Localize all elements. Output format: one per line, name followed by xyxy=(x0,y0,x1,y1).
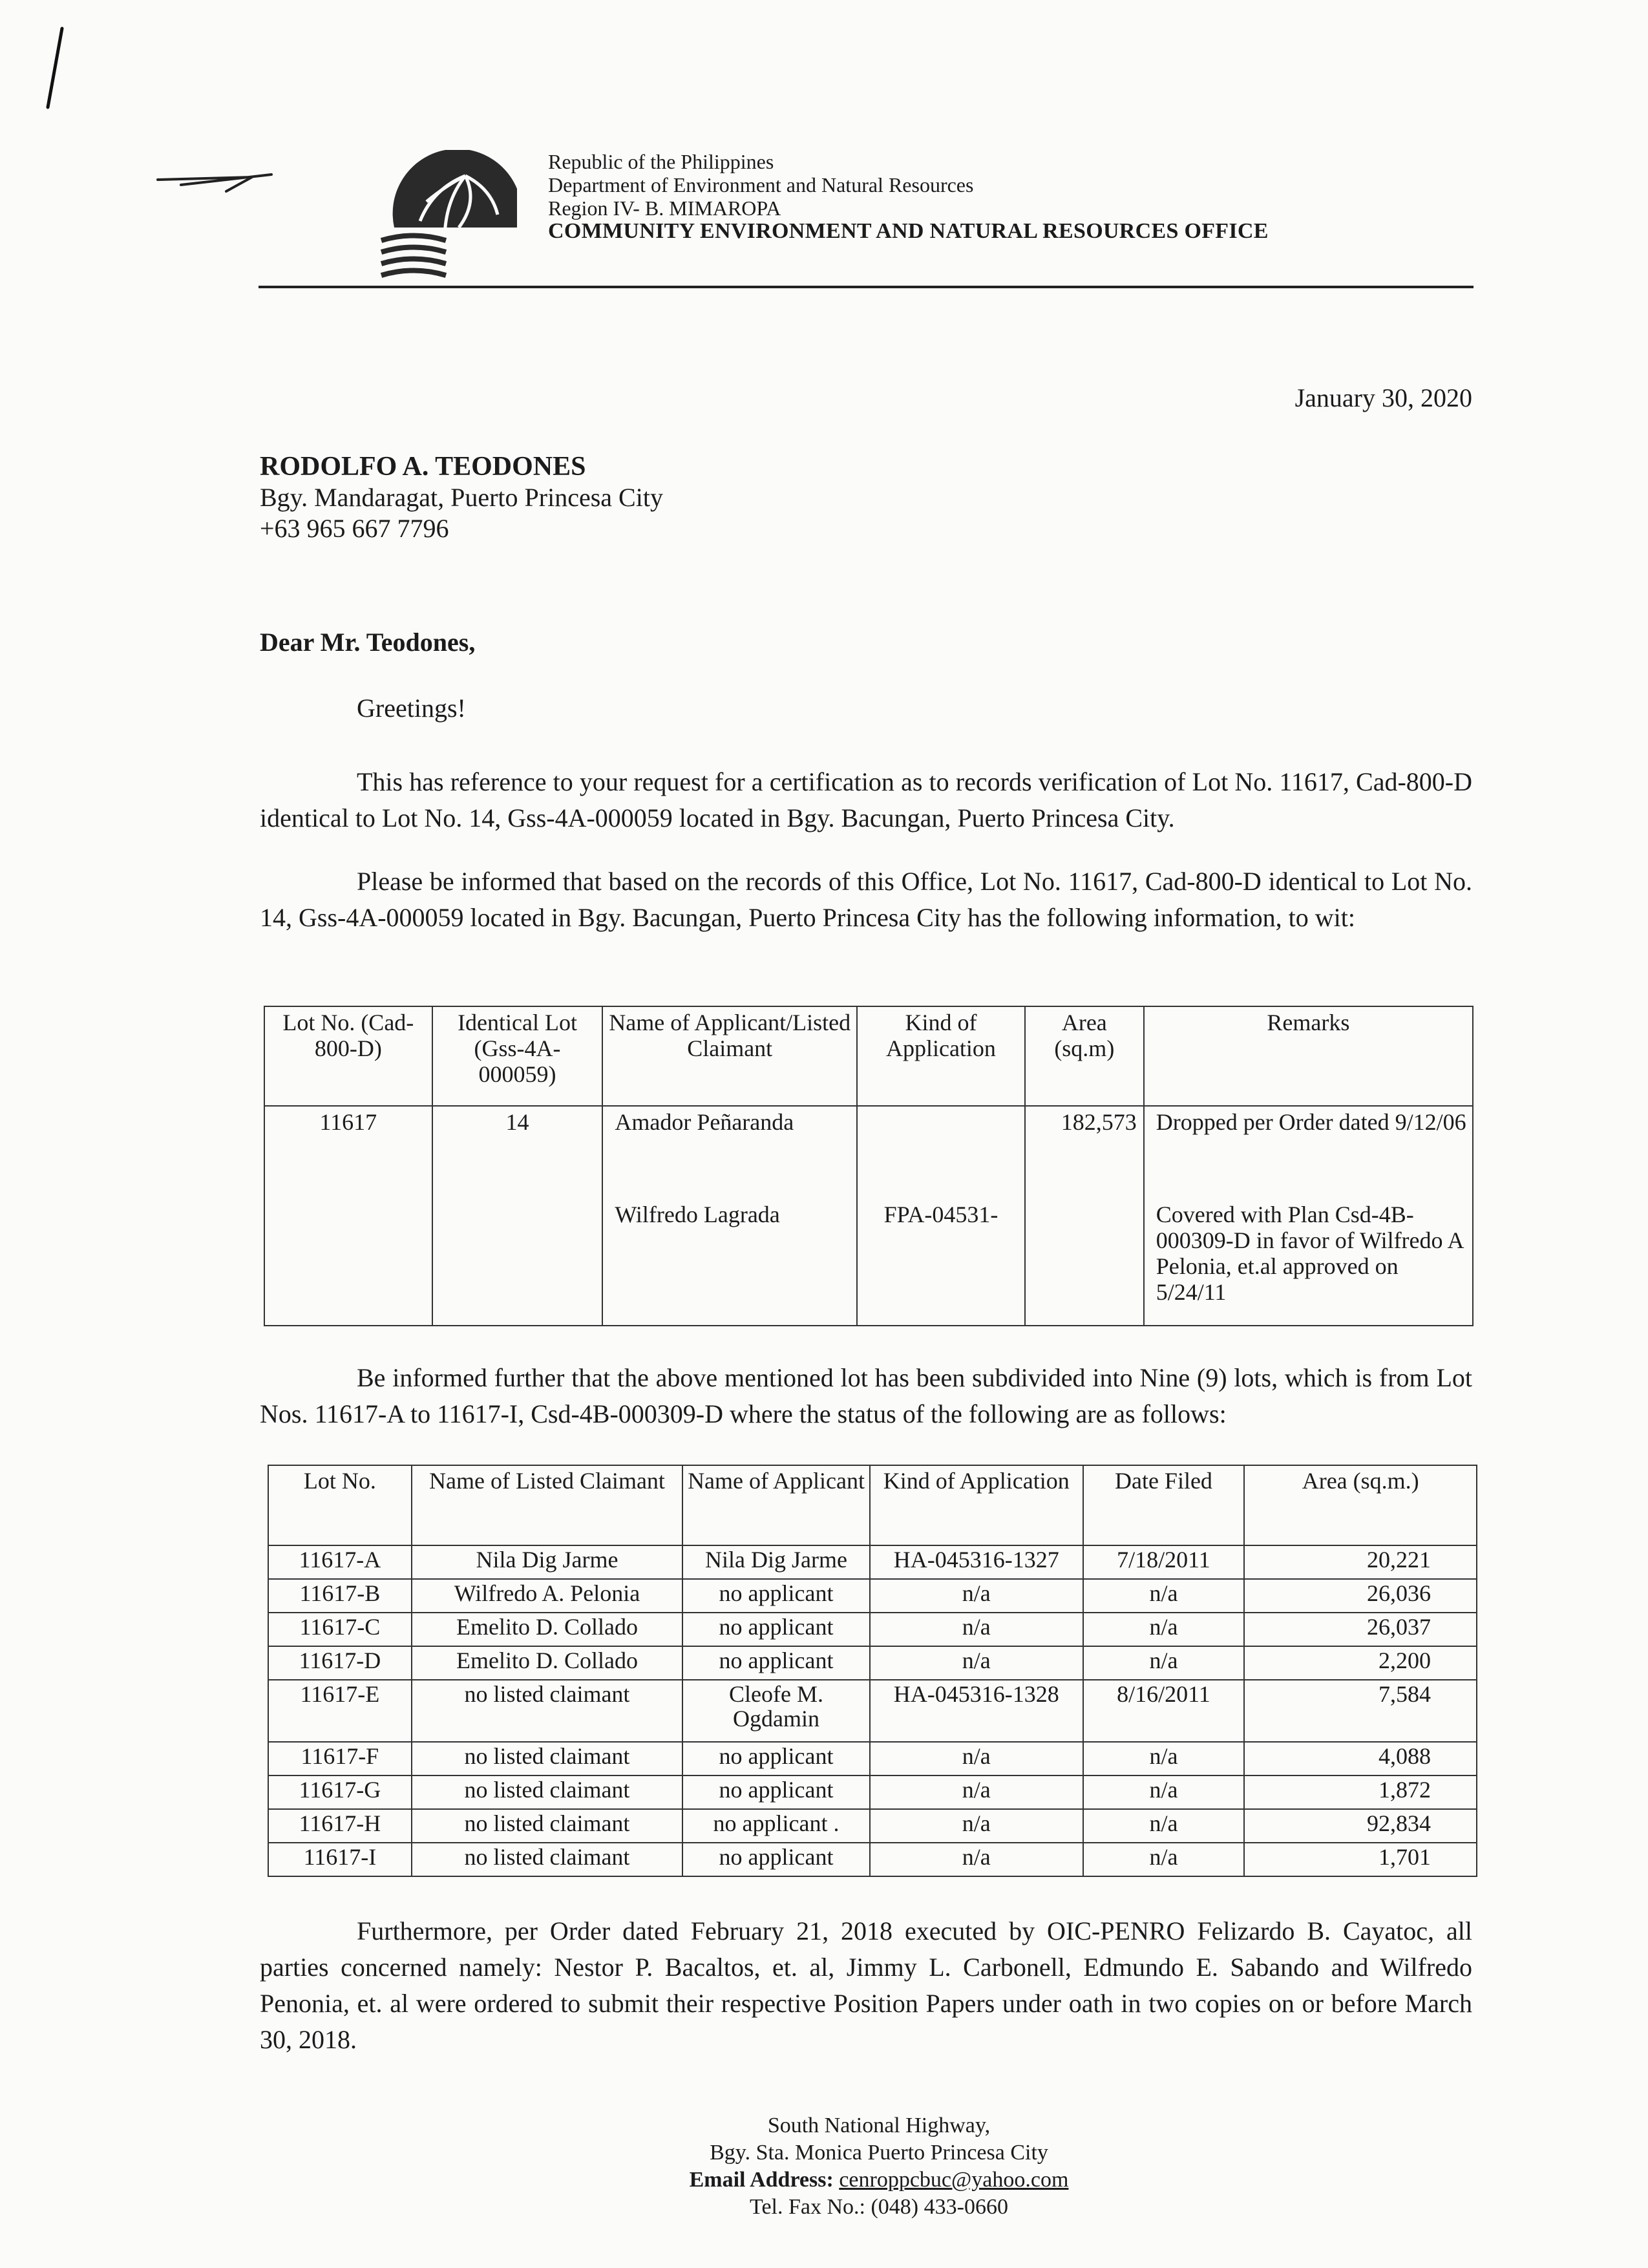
cell-identical: 14 xyxy=(432,1106,603,1199)
cell-kind xyxy=(857,1106,1025,1199)
cell-applicant: no applicant xyxy=(682,1775,870,1809)
cell-area: 7,584 xyxy=(1244,1680,1477,1742)
col-remarks: Remarks xyxy=(1144,1006,1473,1106)
cell-lot: 11617-G xyxy=(268,1775,412,1809)
letterhead-republic: Republic of the Philippines xyxy=(548,150,774,173)
header-divider xyxy=(259,286,1474,288)
cell-kind: n/a xyxy=(870,1579,1083,1613)
col-area: Area (sq.m) xyxy=(1025,1006,1144,1106)
cell-filed: n/a xyxy=(1083,1579,1245,1613)
footer-email-line xyxy=(620,2167,1137,2194)
footer-email-label: Email Address: xyxy=(689,2168,834,2192)
paragraph-order: Furthermore, per Order dated February 21, 2018 executed by OIC-PENRO Felizardo B. Cayatoc, all parties concerned namely: Nestor P. Bacaltos, et. al, Jimmy L. Carbonell, Edmundo E. Sabando and Wilfredo Penonia, et. al were ordered to submit their respective Position Papers under oath in two copies on or before March 30, 2018. xyxy=(260,1916,1472,2054)
cell-area: 2,200 xyxy=(1244,1646,1477,1680)
pen-stroke-icon xyxy=(43,26,69,110)
table-row xyxy=(268,1613,1477,1646)
footer-street: South National Highway, xyxy=(767,2114,991,2137)
footer-city: Bgy. Sta. Monica Puerto Princesa City xyxy=(710,2141,1048,2165)
cell-lot: 11617-I xyxy=(268,1843,412,1876)
cell-listed: no listed claimant xyxy=(412,1843,682,1876)
paragraph-request: This has reference to your request for a certification as to records verification of Lot No. 11617, Cad-800-D identical to Lot No. 14, Gss-4A-000059 located in Bgy. Bacungan, Puerto Princesa City. xyxy=(260,767,1472,832)
footer-tel-value: (048) 433-0660 xyxy=(871,2195,1008,2219)
cell-kind: n/a xyxy=(870,1775,1083,1809)
cell-lot: 11617-E xyxy=(268,1680,412,1742)
col-lot-no: Lot No. (Cad-800-D) xyxy=(264,1006,432,1106)
table-row xyxy=(268,1775,1477,1809)
table-row xyxy=(268,1579,1477,1613)
letterhead-region: Region IV- B. MIMAROPA xyxy=(548,196,781,220)
table-row xyxy=(268,1545,1477,1579)
cell-lot: 11617-B xyxy=(268,1579,412,1613)
recipient-phone: +63 965 667 7796 xyxy=(260,514,449,543)
cell-lot: 11617-A xyxy=(268,1545,412,1579)
cell-remarks: Covered with Plan Csd-4B-000309-D in favor of Wilfredo A Pelonia, et.al approved on 5/24/11 xyxy=(1144,1199,1473,1326)
col-applicant: Name of Applicant xyxy=(682,1465,870,1545)
subdivided-lots-table xyxy=(268,1465,1477,1877)
table-row xyxy=(268,1843,1477,1876)
cell-listed: Emelito D. Collado xyxy=(412,1613,682,1646)
table-row xyxy=(268,1646,1477,1680)
cell-area: 4,088 xyxy=(1244,1742,1477,1775)
cell-kind: n/a xyxy=(870,1646,1083,1680)
col-date-filed: Date Filed xyxy=(1083,1465,1245,1545)
cell-applicant: no applicant . xyxy=(682,1809,870,1843)
recipient-name: RODOLFO A. TEODONES xyxy=(260,452,586,482)
cell-listed: no listed claimant xyxy=(412,1680,682,1742)
cell-filed: n/a xyxy=(1083,1775,1245,1809)
table-header-row xyxy=(268,1465,1477,1545)
cell-kind: n/a xyxy=(870,1809,1083,1843)
cell-area: 26,036 xyxy=(1244,1579,1477,1613)
footer-tel-label: Tel. Fax No.: xyxy=(750,2195,865,2219)
cell-applicant: no applicant xyxy=(682,1843,870,1876)
cell-lot: 11617-D xyxy=(268,1646,412,1680)
cell-name: Amador Peñaranda xyxy=(602,1106,857,1199)
table-row xyxy=(268,1809,1477,1843)
paragraph-subdivision: Be informed further that the above mentioned lot has been subdivided into Nine (9) lots, which is from Lot Nos. 11617-A to 11617-I, Csd-4B-000309-D where the status of the following are as follows: xyxy=(260,1363,1472,1428)
cell-lot: 11617-H xyxy=(268,1809,412,1843)
cell-kind: n/a xyxy=(870,1843,1083,1876)
letterhead-department: Department of Environment and Natural Resources xyxy=(548,173,974,196)
cell-applicant: Nila Dig Jarme xyxy=(682,1545,870,1579)
cell-applicant: Cleofe M. Ogdamin xyxy=(682,1680,870,1742)
footer-email-link[interactable]: cenroppcbuc@yahoo.com xyxy=(839,2168,1069,2192)
cell-kind: HA-045316-1328 xyxy=(870,1680,1083,1742)
cell-filed: n/a xyxy=(1083,1742,1245,1775)
col-listed-claimant: Name of Listed Claimant xyxy=(412,1465,682,1545)
table-row xyxy=(268,1742,1477,1775)
col-applicant-name: Name of Applicant/Listed Claimant xyxy=(602,1006,857,1106)
cell-lot: 11617-F xyxy=(268,1742,412,1775)
cell-filed: n/a xyxy=(1083,1613,1245,1646)
cell-area: 182,573 xyxy=(1025,1106,1144,1199)
footer-address xyxy=(620,2112,1137,2221)
col-identical-lot: Identical Lot (Gss-4A-000059) xyxy=(432,1006,603,1106)
cell-listed: Emelito D. Collado xyxy=(412,1646,682,1680)
recipient-block xyxy=(260,451,663,544)
letterhead-office: COMMUNITY ENVIRONMENT AND NATURAL RESOURCES OFFICE xyxy=(548,219,1269,243)
cell-listed: no listed claimant xyxy=(412,1809,682,1843)
cell-lot xyxy=(264,1199,432,1326)
cell-lot: 11617-C xyxy=(268,1613,412,1646)
table-row xyxy=(264,1106,1473,1199)
cell-filed: n/a xyxy=(1083,1843,1245,1876)
col-kind-of-application: Kind of Application xyxy=(870,1465,1083,1545)
cell-filed: n/a xyxy=(1083,1646,1245,1680)
cell-applicant: no applicant xyxy=(682,1613,870,1646)
cell-applicant: no applicant xyxy=(682,1742,870,1775)
cell-name: Wilfredo Lagrada xyxy=(602,1199,857,1326)
table-row xyxy=(264,1199,1473,1326)
lot-info-table xyxy=(264,1006,1474,1326)
cell-kind: n/a xyxy=(870,1742,1083,1775)
recipient-address: Bgy. Mandaragat, Puerto Princesa City xyxy=(260,483,663,512)
arrow-scribble-icon xyxy=(155,169,284,195)
cell-area: 92,834 xyxy=(1244,1809,1477,1843)
cell-kind: n/a xyxy=(870,1613,1083,1646)
paragraph-records: Please be informed that based on the records of this Office, Lot No. 11617, Cad-800-D identical to Lot No. 14, Gss-4A-000059 located in Bgy. Bacungan, Puerto Princesa City has the following information, to wit: xyxy=(260,867,1472,932)
cell-area: 1,872 xyxy=(1244,1775,1477,1809)
cell-remarks: Dropped per Order dated 9/12/06 xyxy=(1144,1106,1473,1199)
cell-listed: no listed claimant xyxy=(412,1775,682,1809)
cell-listed: Nila Dig Jarme xyxy=(412,1545,682,1579)
cell-filed: 7/18/2011 xyxy=(1083,1545,1245,1579)
letter-date: January 30, 2020 xyxy=(1294,383,1472,412)
cell-kind: HA-045316-1327 xyxy=(870,1545,1083,1579)
cell-area xyxy=(1025,1199,1144,1326)
cell-filed: 8/16/2011 xyxy=(1083,1680,1245,1742)
cell-listed: no listed claimant xyxy=(412,1742,682,1775)
cell-area: 26,037 xyxy=(1244,1613,1477,1646)
cell-lot: 11617 xyxy=(264,1106,432,1199)
col-lot-no: Lot No. xyxy=(268,1465,412,1545)
table-header-row xyxy=(264,1006,1473,1106)
denr-logo-icon xyxy=(368,150,543,286)
table-row xyxy=(268,1680,1477,1742)
cell-listed: Wilfredo A. Pelonia xyxy=(412,1579,682,1613)
cell-area: 1,701 xyxy=(1244,1843,1477,1876)
cell-identical xyxy=(432,1199,603,1326)
col-kind-of-application: Kind of Application xyxy=(857,1006,1025,1106)
cell-area: 20,221 xyxy=(1244,1545,1477,1579)
cell-applicant: no applicant xyxy=(682,1646,870,1680)
greeting: Greetings! xyxy=(357,694,466,723)
salutation: Dear Mr. Teodones, xyxy=(260,628,476,657)
cell-kind: FPA-04531- xyxy=(857,1199,1025,1326)
letterhead xyxy=(548,150,1269,243)
cell-applicant: no applicant xyxy=(682,1579,870,1613)
col-area: Area (sq.m.) xyxy=(1244,1465,1477,1545)
footer-tel-line xyxy=(620,2194,1137,2221)
cell-filed: n/a xyxy=(1083,1809,1245,1843)
